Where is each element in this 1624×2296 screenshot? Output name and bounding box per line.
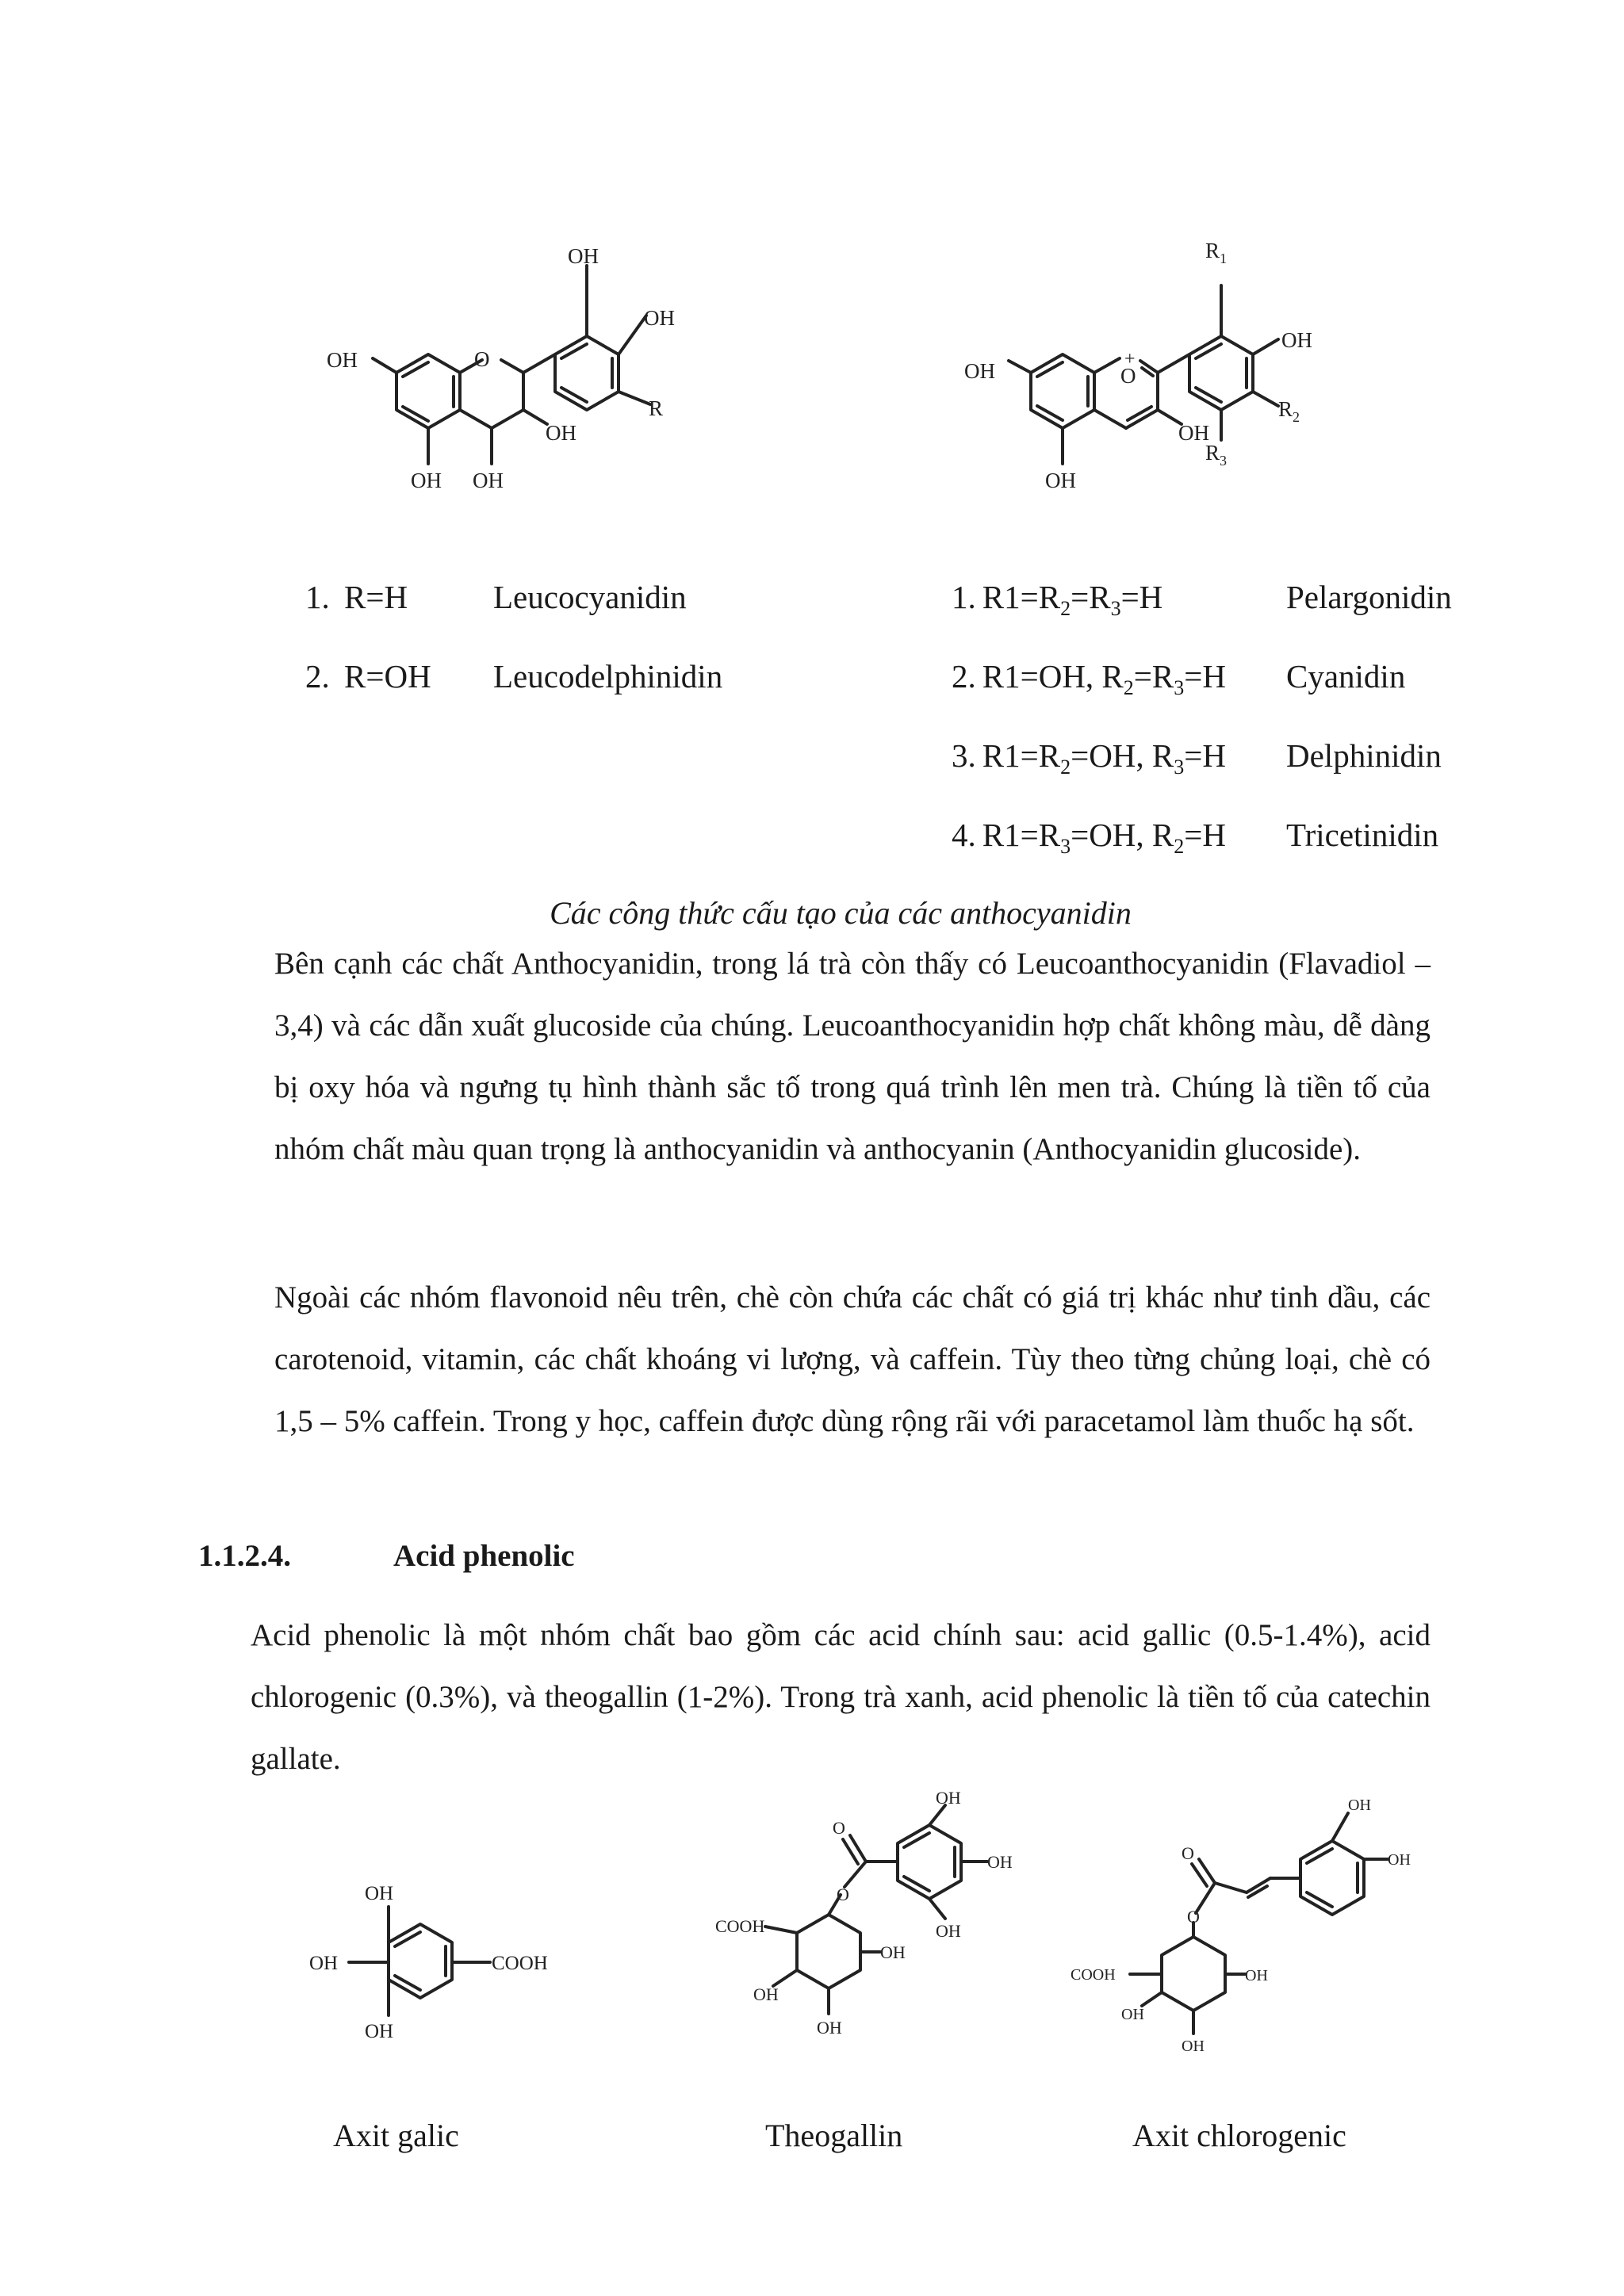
list-number: 4. (952, 817, 976, 853)
paragraph-text: Bên cạnh các chất Anthocyanidin, trong lá trà còn thấy có Leucoanthocyanidin (Flavadiol – 3,4) và các dẫn xuất glucoside của chúng. Leucoanthocyanidin hợp chất không màu, dễ dàng bị oxy hóa và ngưng tụ hình thành sắc tố trong quá trình lên men trà. Chúng là tiền tố của nhóm chất màu quan trọng là anthocyanidin và anthocyanin (Anthocyanidin glucoside). (274, 947, 1431, 1166)
anthocyanidin-list-item (952, 660, 1226, 698)
leuco-list-name (493, 660, 722, 693)
oh-label: OH (936, 1788, 961, 1808)
cooh-label: COOH (492, 1953, 548, 1974)
list-number: 2. (305, 658, 330, 695)
oh-label: OH (880, 1942, 906, 1962)
gallic-acid-structure (301, 1871, 619, 2093)
list-substituent: $R1=R_3=OH$, $R_2=H$ (982, 817, 1226, 859)
oh-label: OH (365, 1883, 394, 1904)
anthocyanidin-list-item (952, 819, 1226, 857)
oh-label: OH (309, 1953, 339, 1974)
carbonyl-oxygen-label: O (833, 1818, 845, 1838)
anthocyanidin-list-name: Cyanidin (1286, 658, 1406, 695)
anthocyanidin-list-name: Tricetinidin (1286, 817, 1439, 853)
list-substituent: R=H (344, 579, 408, 615)
leuco-list-name (493, 581, 687, 614)
carbonyl-oxygen-label: O (1182, 1843, 1194, 1863)
positive-charge-label: + (1124, 349, 1136, 369)
cooh-label: COOH (715, 1916, 765, 1936)
oh-label: OH (1045, 469, 1076, 492)
leucoanthocyanidin-structure (317, 222, 793, 547)
paragraph (274, 933, 1431, 1181)
leuco-list-item (305, 581, 408, 614)
anthocyanidin-list-item (952, 581, 1162, 619)
oh-label: OH (1121, 2006, 1144, 2023)
list-number: 1. (305, 579, 330, 615)
compound-label: Axit galic (333, 2118, 459, 2153)
figure-caption: Các công thức cấu tạo của các anthocyanidin (550, 895, 1132, 931)
cooh-label: COOH (1071, 1966, 1116, 1984)
compound-name: Leucocyanidin (493, 579, 687, 615)
list-number: 3. (952, 737, 976, 774)
list-substituent: R1=OH, $R_2=R_3=H$ (982, 658, 1227, 700)
r3-label: $R_3$ (1205, 441, 1228, 469)
oh-label: OH (987, 1852, 1013, 1872)
oh-label: OH (546, 421, 576, 445)
oh-label: OH (1245, 1967, 1268, 1984)
oh-label: OH (753, 1984, 779, 2004)
section-number: 1.1.2.4. (198, 1539, 291, 1573)
paragraph-text: Acid phenolic là một nhóm chất bao gồm các acid chính sau: acid gallic (0.5-1.4%), acid chlorogenic (0.3%), và theogallin (1-2%). Trong trà xanh, acid phenolic là tiền tố của catechin gallate. (251, 1618, 1431, 1776)
ester-oxygen-label: O (837, 1885, 849, 1904)
list-substituent: R=OH (344, 658, 431, 695)
oh-label: OH (1178, 421, 1209, 445)
oh-label: OH (1281, 328, 1312, 352)
paragraph (251, 1605, 1431, 1790)
list-number: 1. (952, 579, 976, 615)
r1-label: $R_1$ (1205, 239, 1228, 266)
list-substituent: $R1=R_2=OH$, $R_3=H$ (982, 737, 1226, 779)
ring-oxygen-label: O (474, 347, 490, 371)
theogallin-structure (690, 1788, 1071, 2081)
compound-name: Leucodelphinidin (493, 658, 723, 695)
oh-label: OH (365, 2021, 394, 2042)
oh-label: OH (1388, 1851, 1411, 1869)
section-title: Acid phenolic (393, 1539, 575, 1573)
r2-label: $R_2$ (1278, 397, 1300, 425)
compound-label: Axit chlorogenic (1132, 2118, 1346, 2153)
anthocyanidin-list-name: Pelargonidin (1286, 579, 1452, 615)
oh-label: OH (964, 359, 995, 383)
oh-label: OH (1348, 1797, 1371, 1814)
oh-label: OH (1182, 2038, 1205, 2055)
r-label: R (649, 396, 664, 420)
anthocyanidin-list-item (952, 737, 1226, 779)
paragraph-text: Ngoài các nhóm flavonoid nêu trên, chè còn chứa các chất có giá trị khác như tinh dầu, các carotenoid, vitamin, các chất khoáng vi lượng, và caffein. Tùy theo từng chủng loại, chè có 1,5 – 5% caffein. Trong y học, caffein được dùng rộng rãi với paracetamol làm thuốc hạ sốt. (274, 1280, 1431, 1438)
oh-label: OH (327, 348, 358, 372)
oh-label: OH (568, 244, 599, 268)
leuco-list-item (305, 660, 431, 693)
chlorogenic-acid-structure (1063, 1796, 1435, 2081)
ester-oxygen-label: O (1187, 1907, 1200, 1927)
oh-label: OH (411, 469, 442, 492)
oh-label: OH (473, 469, 504, 492)
compound-label: Theogallin (765, 2118, 903, 2153)
oh-label: OH (644, 306, 675, 330)
list-number: 2. (952, 658, 976, 695)
anthocyanidin-structure (952, 238, 1443, 547)
paragraph (274, 1267, 1431, 1452)
oh-label: OH (817, 2018, 842, 2038)
oh-label: OH (936, 1921, 961, 1941)
ring-oxygen-label: O (1120, 364, 1136, 388)
list-substituent: $R1=R_2=R_3=H$ (982, 579, 1163, 621)
anthocyanidin-list-name: Delphinidin (1286, 737, 1442, 774)
